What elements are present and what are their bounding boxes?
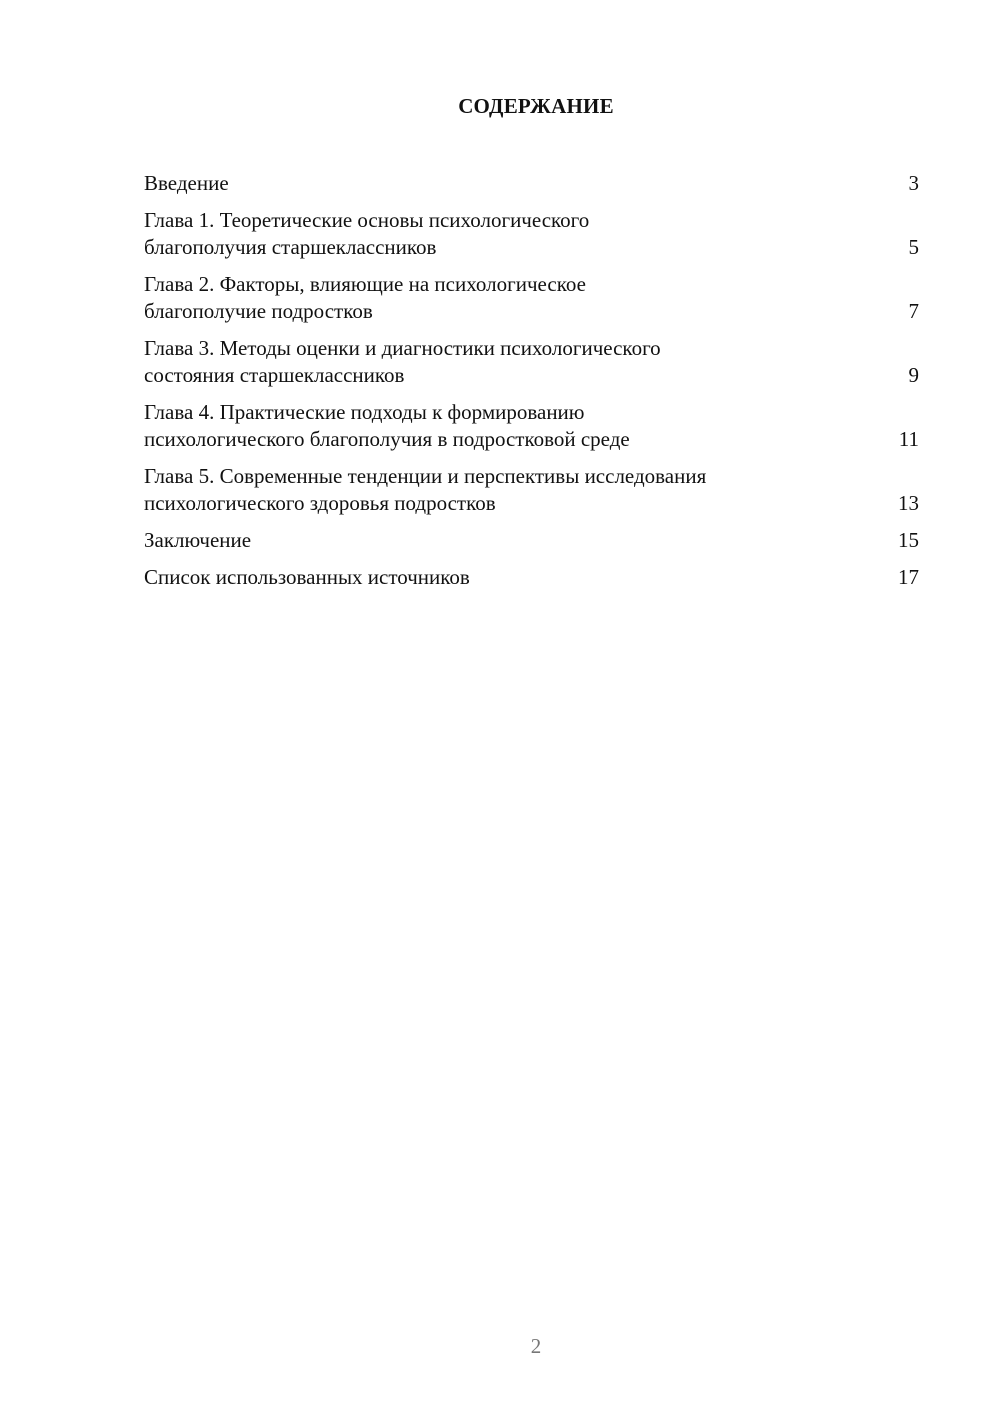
toc-entry-chapter-4 [144, 399, 919, 453]
toc-entry-page-number: 13 [898, 491, 919, 515]
toc-entry-text [144, 271, 889, 325]
page-number: 2 [530, 1334, 542, 1358]
toc-entry-text [144, 335, 889, 389]
toc-entry-line: благополучие подростков [144, 299, 373, 323]
toc-entry-page-number: 15 [898, 528, 919, 552]
toc-entry-line: Введение [144, 171, 229, 195]
page-title: СОДЕРЖАНИЕ [458, 94, 614, 118]
table-of-contents [144, 170, 919, 601]
toc-entry-line: Список использованных источников [144, 565, 470, 589]
toc-entry-line: психологического здоровья подростков [144, 491, 496, 515]
toc-entry-page-number: 3 [908, 171, 919, 195]
toc-entry-introduction [144, 170, 919, 197]
toc-entry-conclusion [144, 527, 919, 554]
toc-entry-text [144, 399, 889, 453]
toc-entry-text [144, 564, 889, 591]
toc-entry-chapter-3 [144, 335, 919, 389]
toc-entry-text [144, 463, 889, 517]
toc-entry-line: Глава 5. Современные тенденции и перспективы исследования [144, 464, 707, 488]
toc-entry-page-number: 7 [908, 299, 919, 323]
toc-entry-chapter-1 [144, 207, 919, 261]
toc-entry-page-number: 5 [908, 235, 919, 259]
toc-entry-text [144, 170, 889, 197]
toc-entry-references [144, 564, 919, 591]
toc-entry-line: психологического благополучия в подростковой среде [144, 427, 630, 451]
toc-entry-line: Глава 4. Практические подходы к формированию [144, 400, 585, 424]
toc-entry-page-number: 11 [898, 427, 919, 451]
toc-entry-chapter-5 [144, 463, 919, 517]
toc-entry-line: состояния старшеклассников [144, 363, 405, 387]
toc-entry-line: Заключение [144, 528, 252, 552]
toc-entry-text [144, 207, 889, 261]
toc-entry-line: Глава 2. Факторы, влияющие на психологическое [144, 272, 586, 296]
toc-entry-chapter-2 [144, 271, 919, 325]
toc-entry-text [144, 527, 889, 554]
toc-entry-line: благополучия старшеклассников [144, 235, 437, 259]
toc-entry-page-number: 9 [908, 363, 919, 387]
toc-entry-line: Глава 3. Методы оценки и диагностики психологического [144, 336, 661, 360]
toc-entry-line: Глава 1. Теоретические основы психологического [144, 208, 590, 232]
toc-entry-page-number: 17 [898, 565, 919, 589]
